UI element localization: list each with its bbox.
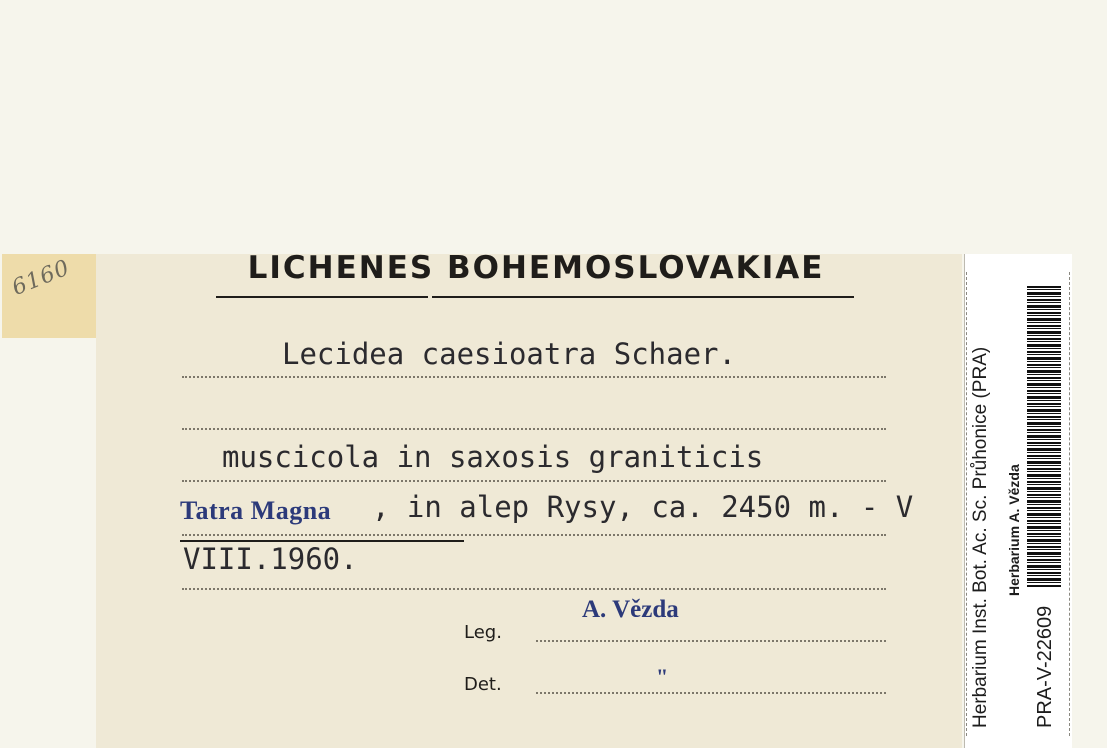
tag-number: 6160: [8, 255, 74, 301]
collection-date: VIII.1960.: [183, 542, 358, 576]
leg-dotted-line: [536, 640, 886, 642]
dotted-line-5: [182, 588, 886, 590]
strip-dash-left: [966, 272, 967, 736]
institute-text: Herbarium Inst. Bot. Ac. Sc. Průhonice (PRA): [970, 346, 991, 728]
det-label: Det.: [464, 674, 502, 695]
locality-text: , in alep Rysy, ca. 2450 m. - V: [372, 490, 914, 524]
region-stamp: Tatra Magna: [180, 496, 332, 525]
det-dotted-line: [536, 692, 886, 694]
heading-underline-right: [432, 296, 854, 298]
strip-border: [964, 254, 965, 748]
determiner-ditto: ": [656, 664, 669, 689]
specimen-tag: [2, 254, 98, 338]
strip-dash-right: [1069, 272, 1070, 736]
habitat-text: muscicola in saxosis graniticis: [222, 440, 764, 474]
species-name: Lecidea caesioatra Schaer.: [282, 337, 736, 371]
dotted-line-1: [182, 376, 886, 378]
collector-stamp: A. Vězda: [582, 596, 679, 623]
dotted-line-3: [182, 480, 886, 482]
label-heading: LICHENES BOHEMOSLOVAKIAE: [247, 250, 825, 286]
barcode-icon: [1027, 286, 1061, 588]
collection-name: Herbarium A. Vězda: [1006, 464, 1022, 596]
specimen-id: PRA-V-22609: [1034, 605, 1056, 728]
leg-label: Leg.: [464, 622, 502, 643]
heading-underline-left: [216, 296, 428, 298]
dotted-line-2: [182, 428, 886, 430]
dotted-line-4: [182, 534, 886, 536]
